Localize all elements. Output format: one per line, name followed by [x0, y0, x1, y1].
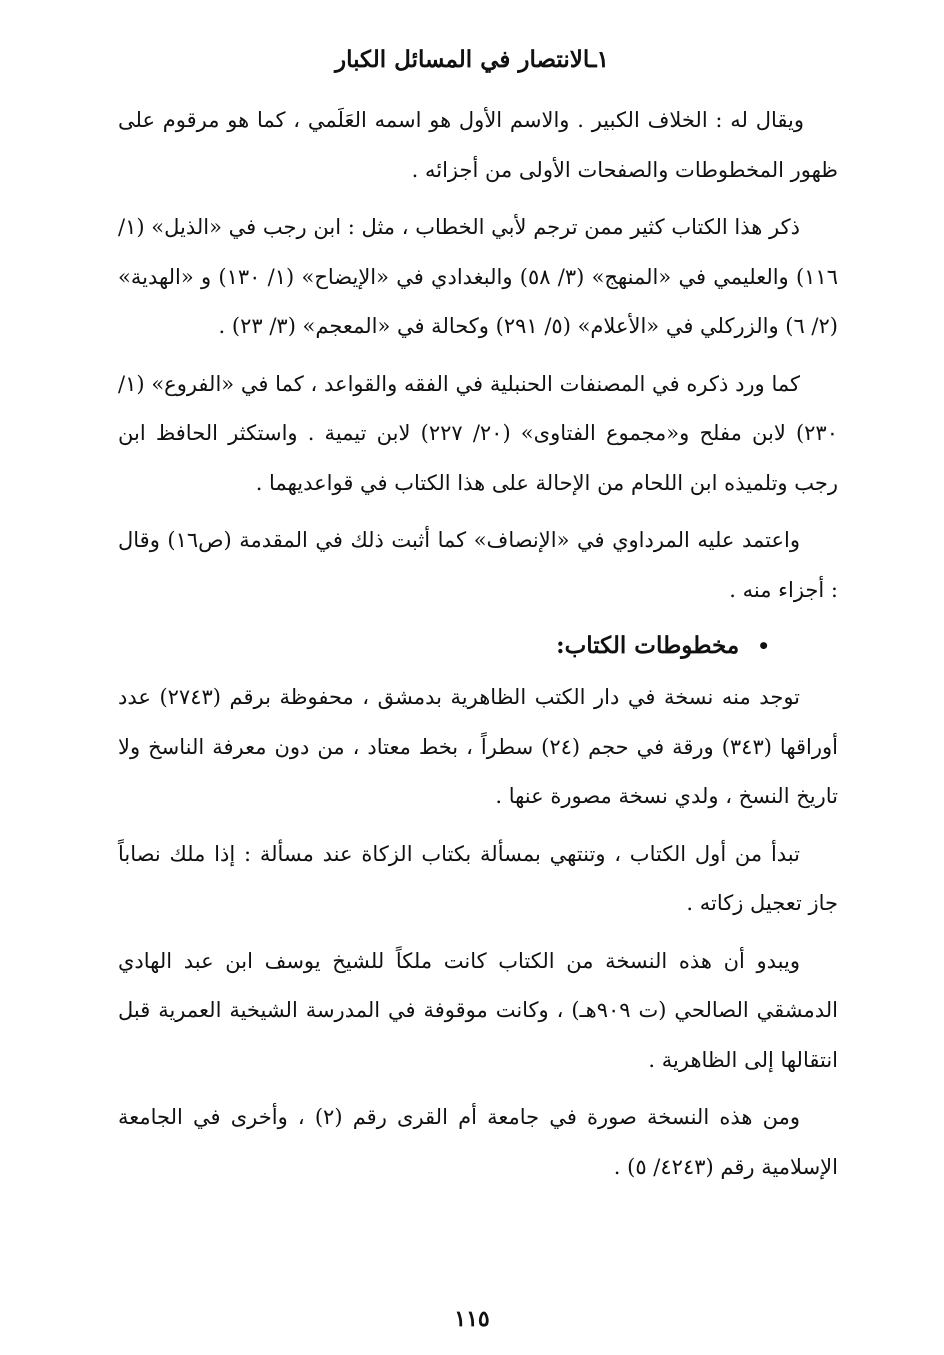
paragraph-hanbali-works: كما ورد ذكره في المصنفات الحنبلية في الفقه والقواعد ، كما في «الفروع» (١/ ٢٣٠) لابن مفلح و«مجموع الفتاوى» (٢٠/ ٢٢٧) لابن تيمية . واستكثر الحافظ ابن رجب وتلميذه ابن اللحام من الإحالة على هذا الكتاب في قواعديهما . [118, 371, 838, 495]
running-header: ١ـالانتصار في المسائل الكبار [334, 46, 609, 73]
manuscripts-heading [118, 623, 838, 669]
paragraph-biographical-sources: ذكر هذا الكتاب كثير ممن ترجم لأبي الخطاب ، مثل : ابن رجب في «الذيل» (١/ ١١٦) والعليمي في «المنهج» (٣/ ٥٨) والبغدادي في «الإيضاح» (١/ ١٣٠) و «الهدية» (٢/ ٦) والزركلي في «الأعلام» (٥/ ٢٩١) وكحالة في «المعجم» (٣/ ٢٣) . [118, 215, 838, 338]
paragraph-zahiriyya-copy: توجد منه نسخة في دار الكتب الظاهرية بدمشق ، محفوظة برقم (٢٧٤٣) عدد أوراقها (٣٤٣) ورقة في حجم (٢٤) سطراً ، بخط معتاد ، من دون معرفة الناسخ ولا تاريخ النسخ ، ولدي نسخة مصورة عنها . [118, 685, 838, 808]
manuscripts-heading-label: مخطوطات الكتاب: [556, 632, 740, 659]
main-text [118, 96, 838, 1200]
paragraph-photocopies: ومن هذه النسخة صورة في جامعة أم القرى رقم (٢) ، وأخرى في الجامعة الإسلامية رقم (٤٢٤٣/ ٥) . [118, 1105, 838, 1179]
paragraph-alternate-name: ويقال له : الخلاف الكبير . والاسم الأول هو اسمه العَلَمي ، كما هو مرقوم على ظهور المخطوطات والصفحات الأولى من أجزائه . [118, 108, 838, 182]
paragraph-copy-scope: تبدأ من أول الكتاب ، وتنتهي بمسألة بكتاب الزكاة عند مسألة : إذا ملك نصاباً جاز تعجيل زكاته . [118, 841, 838, 915]
paragraph-copy-ownership: ويبدو أن هذه النسخة من الكتاب كانت ملكاً للشيخ يوسف ابن عبد الهادي الدمشقي الصالحي (ت ٩٠٩هـ) ، وكانت موقوفة في المدرسة الشيخية العمرية قبل انتقالها إلى الظاهرية . [118, 948, 838, 1072]
bullet-icon: • [757, 634, 770, 658]
page-number: ١١٥ [454, 1306, 490, 1332]
paragraph-insaf-reference: واعتمد عليه المرداوي في «الإنصاف» كما أثبت ذلك في المقدمة (ص١٦) وقال : أجزاء منه . [118, 528, 838, 602]
